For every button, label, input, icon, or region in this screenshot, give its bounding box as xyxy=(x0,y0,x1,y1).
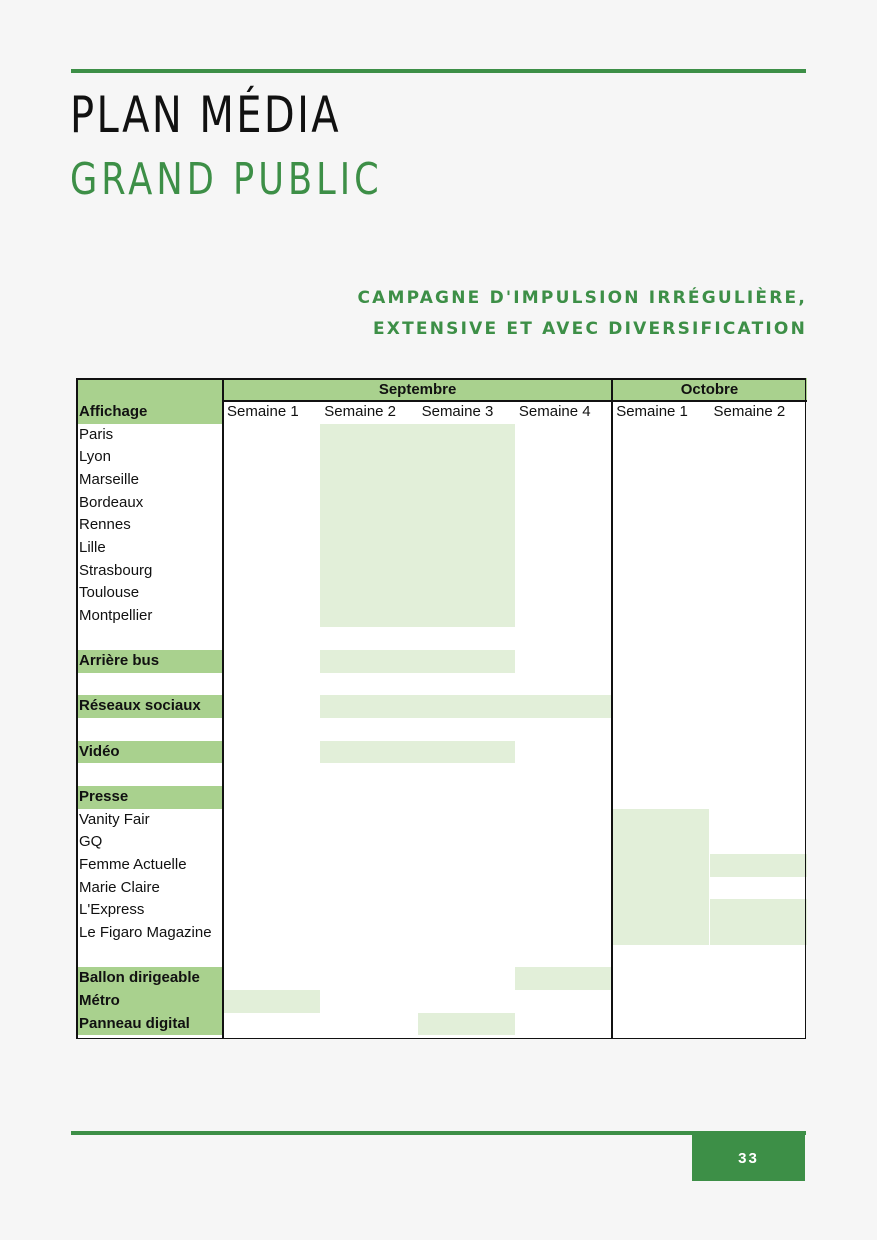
media-label: Marseille xyxy=(79,470,140,488)
media-schedule-table xyxy=(76,378,806,1039)
week-label: Semaine 3 xyxy=(421,403,494,420)
active-week-cell xyxy=(612,854,709,877)
label-column-divider xyxy=(222,378,224,1039)
media-label: Rennes xyxy=(79,516,131,534)
active-week-cell xyxy=(320,469,417,492)
page-subtitle: GRAND PUBLIC xyxy=(70,154,383,205)
active-week-cell xyxy=(515,695,612,718)
category-label: Panneau digital xyxy=(79,1014,190,1032)
table-border-top xyxy=(76,378,806,380)
media-label: Bordeaux xyxy=(79,493,144,511)
media-label: Montpellier xyxy=(79,606,153,624)
category-label: Arrière bus xyxy=(79,652,160,670)
month-label: Septembre xyxy=(378,381,457,398)
page-number: 33 xyxy=(692,1134,805,1181)
active-week-cell xyxy=(418,446,515,469)
active-week-cell xyxy=(515,967,612,990)
media-label: Marie Claire xyxy=(79,878,160,896)
category-label: Affichage xyxy=(79,403,148,420)
active-week-cell xyxy=(418,582,515,605)
active-week-cell xyxy=(418,424,515,447)
media-label: L'Express xyxy=(79,901,145,919)
media-label: Femme Actuelle xyxy=(79,856,187,873)
active-week-cell xyxy=(320,741,417,764)
active-week-cell xyxy=(418,469,515,492)
media-label: GQ xyxy=(79,833,103,851)
active-week-cell xyxy=(320,560,417,583)
active-week-cell xyxy=(710,922,807,945)
top-rule xyxy=(71,69,806,73)
month-divider xyxy=(611,378,613,1039)
active-week-cell xyxy=(418,741,515,764)
active-week-cell xyxy=(320,582,417,605)
section-heading xyxy=(357,283,807,345)
week-label: Semaine 1 xyxy=(227,403,299,420)
active-week-cell xyxy=(710,899,807,922)
active-week-cell xyxy=(612,899,709,922)
category-label: Métro xyxy=(79,991,120,1009)
table-border-bottom xyxy=(76,1038,806,1040)
active-week-cell xyxy=(418,514,515,537)
media-label: Lille xyxy=(79,538,106,556)
category-label: Presse xyxy=(79,788,129,806)
category-label: Réseaux sociaux xyxy=(79,697,201,715)
active-week-cell xyxy=(612,922,709,945)
active-week-cell xyxy=(223,990,320,1013)
media-label: Lyon xyxy=(79,448,111,466)
category-label: Vidéo xyxy=(79,742,120,760)
media-label: Toulouse xyxy=(79,584,140,602)
active-week-cell xyxy=(710,854,807,877)
week-label: Semaine 1 xyxy=(616,403,688,420)
page-title: PLAN MÉDIA xyxy=(70,86,342,144)
active-week-cell xyxy=(320,537,417,560)
active-week-cell xyxy=(418,492,515,515)
week-label: Semaine 4 xyxy=(518,403,591,420)
category-label: Ballon dirigeable xyxy=(79,969,200,987)
active-week-cell xyxy=(418,605,515,628)
active-week-cell xyxy=(418,650,515,673)
month-header-underline xyxy=(223,400,807,402)
week-label: Semaine 2 xyxy=(324,403,397,420)
active-week-cell xyxy=(418,537,515,560)
media-label: Strasbourg xyxy=(79,561,153,579)
active-week-cell xyxy=(320,605,417,628)
media-label: Vanity Fair xyxy=(79,810,150,828)
active-week-cell xyxy=(418,1013,515,1036)
section-heading-line-1: CAMPAGNE D'IMPULSION IRRÉGULIÈRE, xyxy=(357,288,807,308)
week-label: Semaine 2 xyxy=(713,403,786,420)
month-label: Octobre xyxy=(680,381,739,398)
media-label: Paris xyxy=(79,425,114,443)
active-week-cell xyxy=(320,650,417,673)
active-week-cell xyxy=(612,877,709,900)
active-week-cell xyxy=(320,695,417,718)
active-week-cell xyxy=(418,695,515,718)
media-label: Le Figaro Magazine xyxy=(79,923,212,941)
active-week-cell xyxy=(320,492,417,515)
active-week-cell xyxy=(320,446,417,469)
table-border-right xyxy=(805,378,807,1039)
active-week-cell xyxy=(612,831,709,854)
active-week-cell xyxy=(418,560,515,583)
active-week-cell xyxy=(612,809,709,832)
table-border-left xyxy=(76,378,78,1039)
active-week-cell xyxy=(320,424,417,447)
active-week-cell xyxy=(320,514,417,537)
section-heading-line-2: EXTENSIVE ET AVEC DIVERSIFICATION xyxy=(372,319,807,339)
